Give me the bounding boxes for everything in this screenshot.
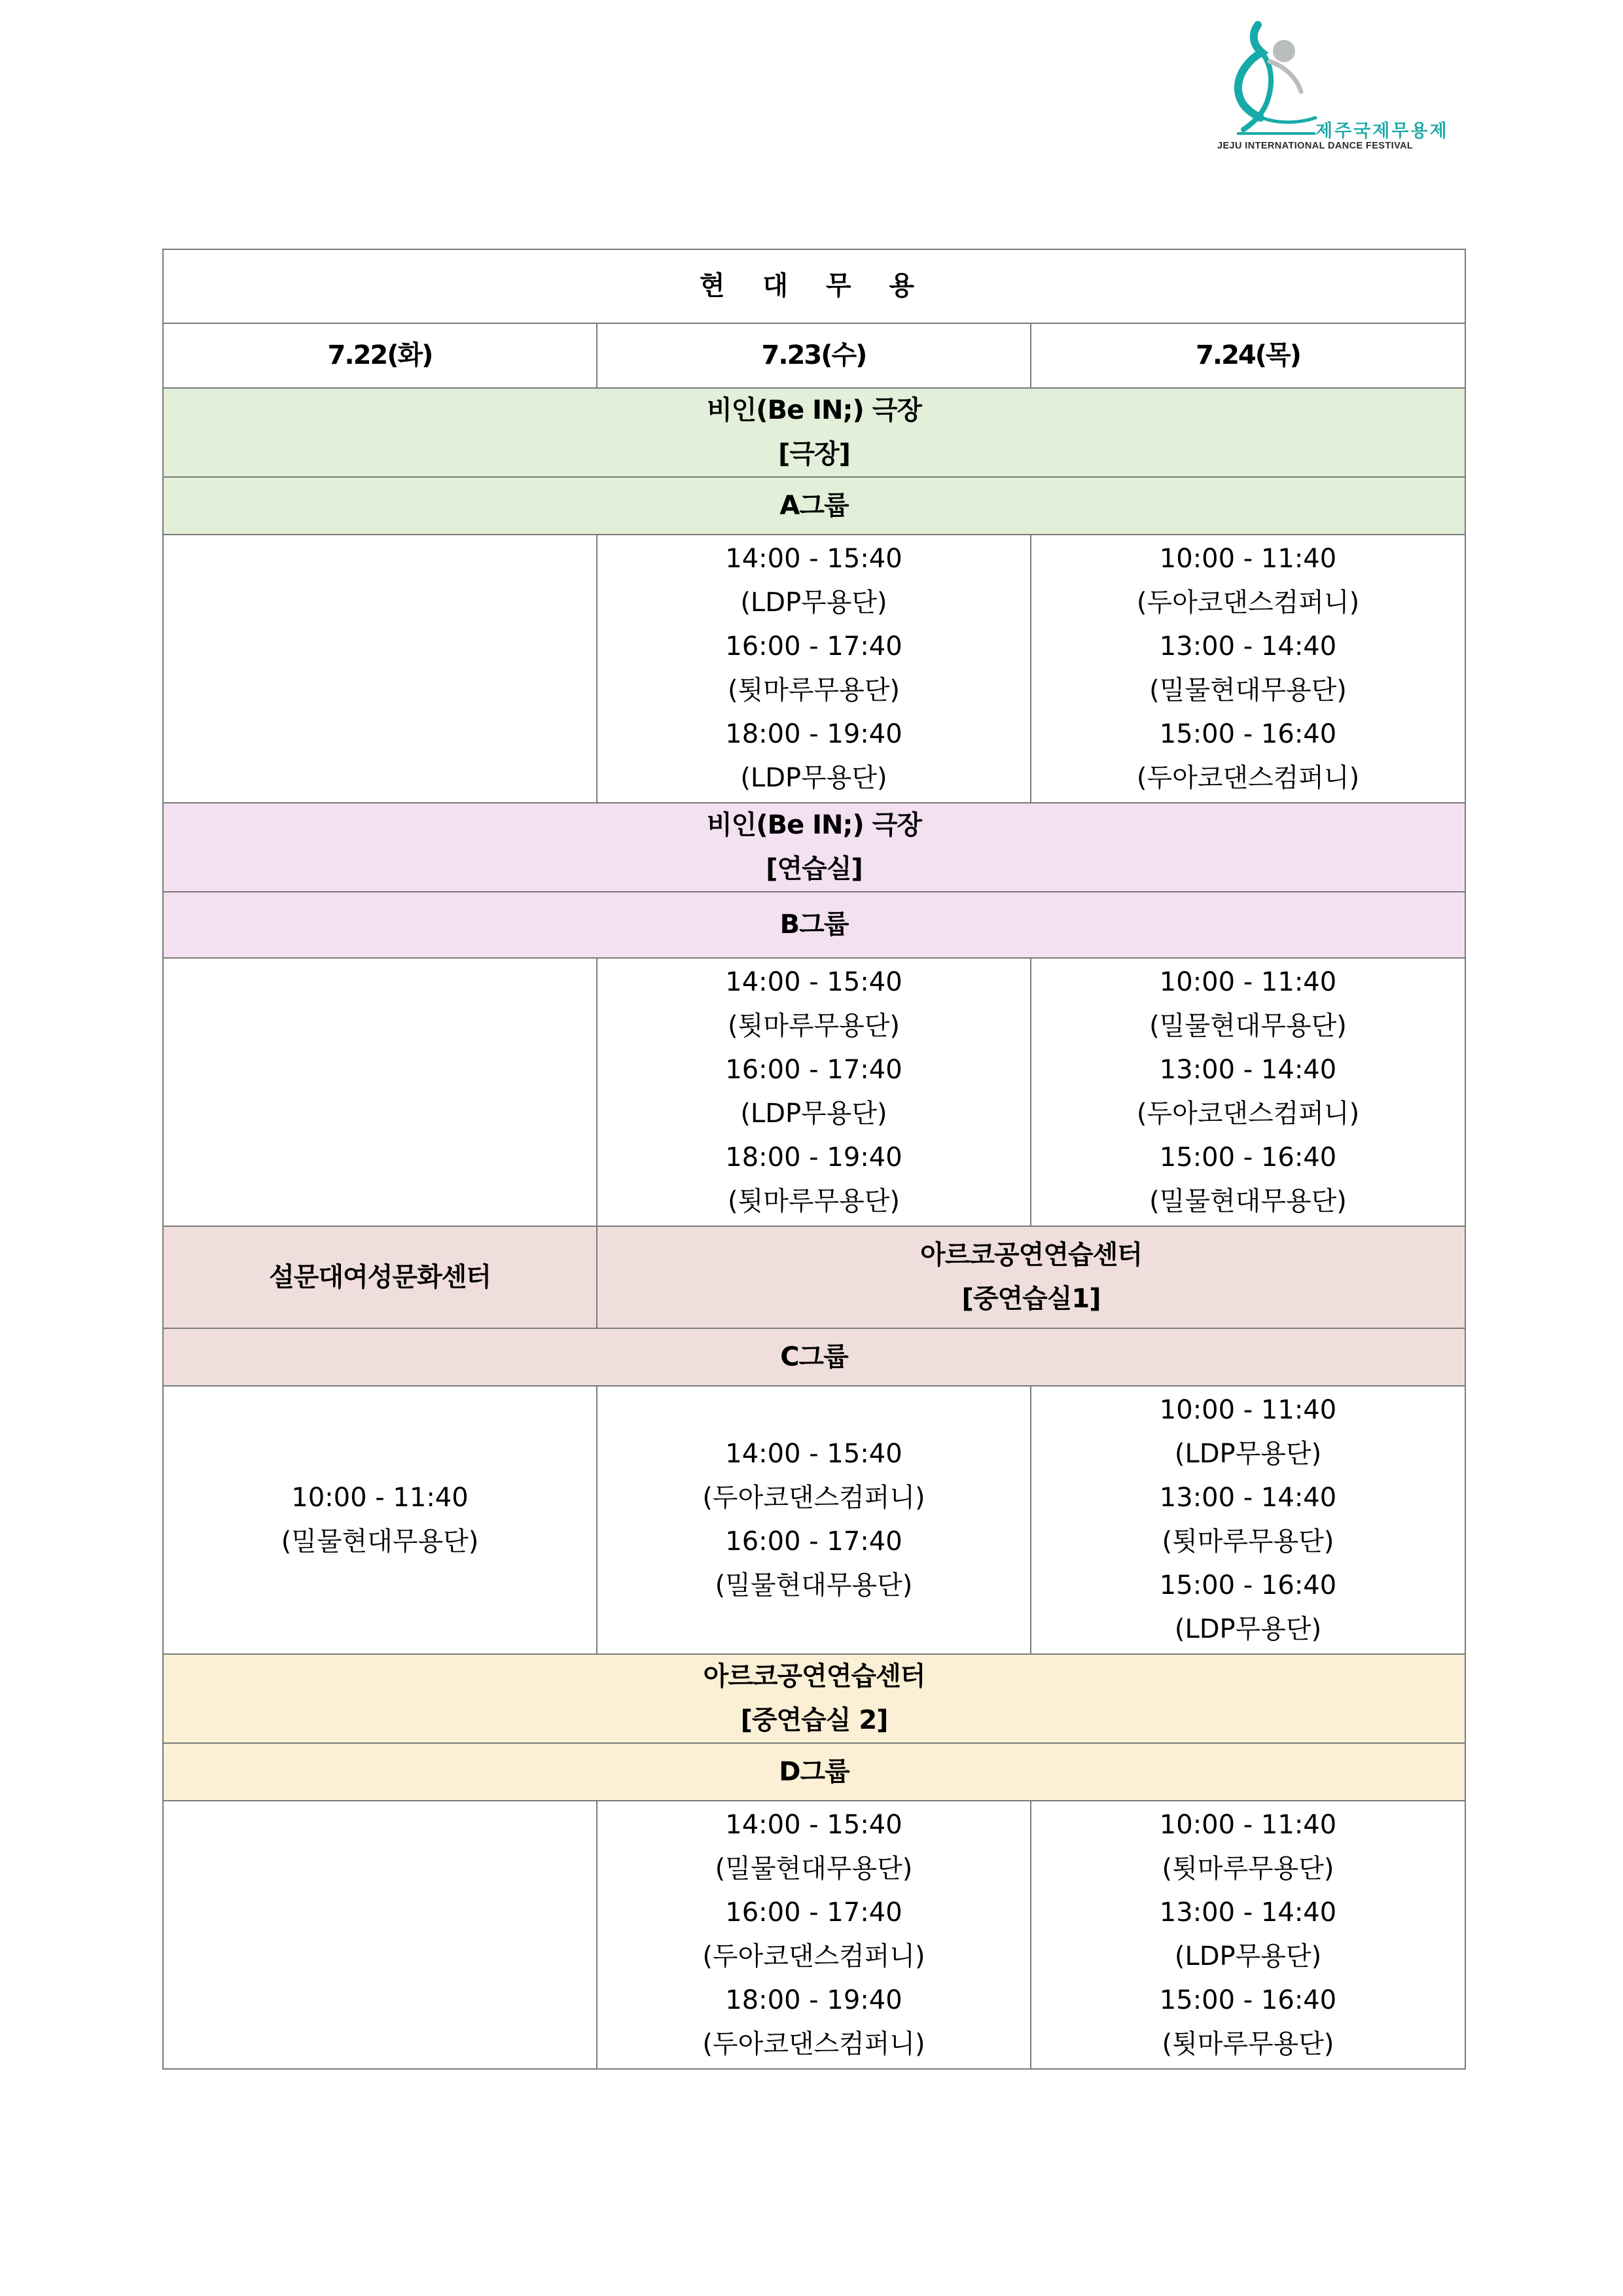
slot-cell-day1 [163, 535, 597, 803]
date-header: 7.23(수) [597, 323, 1031, 388]
date-header: 7.24(목) [1031, 323, 1465, 388]
slot-time: 15:00 - 16:40 [1159, 1142, 1337, 1173]
slot-cell-day3 [1031, 1801, 1465, 2069]
slot-company: (두아코댄스컴퍼니) [702, 2029, 925, 2059]
slot-cell-day2 [597, 958, 1031, 1226]
slot-time: 15:00 - 16:40 [1159, 1985, 1337, 2015]
slot-company: (밀물현대무용단) [281, 1527, 479, 1557]
slot-company: (밀물현대무용단) [715, 1854, 913, 1884]
group-label: B그룹 [163, 892, 1465, 958]
slot-company: (두아코댄스컴퍼니) [1136, 588, 1360, 618]
venue-header [163, 388, 1465, 477]
slot-cell-day1 [163, 1801, 597, 2069]
slot-cell-day2 [597, 1801, 1031, 2069]
room-name: [중연습실1] [961, 1284, 1101, 1314]
slot-time: 10:00 - 11:40 [1159, 967, 1337, 997]
group-label: D그룹 [163, 1743, 1465, 1801]
group-row [163, 477, 1465, 535]
slot-company: (툇마루무용단) [727, 1011, 901, 1041]
group-row [163, 1743, 1465, 1801]
slot-company: (LDP무용단) [740, 1099, 887, 1129]
venue-row [163, 1654, 1465, 1743]
slot-company: (툇마루무용단) [1162, 1854, 1334, 1884]
slot-cell-day3 [1031, 535, 1465, 803]
room-name: [연습실] [766, 854, 863, 884]
slot-company: (툇마루무용단) [1162, 2029, 1334, 2059]
venue-header [163, 1654, 1465, 1743]
group-label: A그룹 [163, 477, 1465, 535]
slot-time: 14:00 - 15:40 [725, 1810, 902, 1840]
slot-time: 16:00 - 17:40 [725, 1055, 902, 1085]
slot-time: 15:00 - 16:40 [1159, 719, 1337, 749]
slot-time: 16:00 - 17:40 [725, 1898, 902, 1928]
slot-company: (밀물현대무용단) [1149, 1186, 1347, 1216]
slot-time: 14:00 - 15:40 [725, 544, 902, 574]
slot-time: 10:00 - 11:40 [291, 1483, 469, 1513]
slot-cell-day3 [1031, 958, 1465, 1226]
slot-time: 18:00 - 19:40 [725, 1142, 902, 1173]
slot-time: 10:00 - 11:40 [1159, 1395, 1337, 1425]
slot-company: (두아코댄스컴퍼니) [702, 1483, 925, 1513]
slot-company: (툇마루무용단) [727, 1186, 901, 1216]
group-row [163, 892, 1465, 958]
slots-row [163, 1801, 1465, 2069]
slot-time: 18:00 - 19:40 [725, 1985, 902, 2015]
festival-logo [1217, 20, 1479, 157]
slot-company: (LDP무용단) [740, 588, 887, 618]
slot-company: (밀물현대무용단) [1149, 675, 1347, 705]
slot-company: (LDP무용단) [1174, 1439, 1322, 1469]
slot-time: 13:00 - 14:40 [1159, 631, 1337, 662]
title-row [163, 249, 1465, 323]
date-header: 7.22(화) [163, 323, 597, 388]
venue-header [163, 803, 1465, 892]
slot-time: 16:00 - 17:40 [725, 631, 902, 662]
slot-company: (밀물현대무용단) [715, 1570, 913, 1600]
date-header-row [163, 323, 1465, 388]
dancer-logo-icon [1224, 20, 1322, 137]
slot-time: 10:00 - 11:40 [1159, 544, 1337, 574]
slot-company: (LDP무용단) [1174, 1941, 1322, 1971]
slot-company: (두아코댄스컴퍼니) [1136, 1099, 1360, 1129]
slots-row [163, 535, 1465, 803]
venue-row [163, 388, 1465, 477]
slot-time: 13:00 - 14:40 [1159, 1483, 1337, 1513]
slot-time: 18:00 - 19:40 [725, 719, 902, 749]
slot-time: 10:00 - 11:40 [1159, 1810, 1337, 1840]
slot-company: (밀물현대무용단) [1149, 1011, 1347, 1041]
slot-cell-day2 [597, 535, 1031, 803]
slot-company: (툇마루무용단) [1162, 1527, 1334, 1557]
slot-time: 14:00 - 15:40 [725, 1439, 902, 1469]
group-row [163, 1328, 1465, 1386]
slots-row [163, 958, 1465, 1226]
venue-name: 아르코공연연습센터 [703, 1661, 925, 1691]
slot-cell-day2 [597, 1386, 1031, 1654]
venue-row [163, 1226, 1465, 1328]
slot-company: (LDP무용단) [740, 763, 887, 793]
slot-cell-day1 [163, 1386, 597, 1654]
table-title: 현 대 무 용 [163, 249, 1465, 323]
logo-title-en: JEJU INTERNATIONAL DANCE FESTIVAL [1217, 141, 1414, 151]
room-name: [극장] [778, 439, 850, 469]
room-name: [중연습실 2] [740, 1705, 888, 1735]
slot-time: 13:00 - 14:40 [1159, 1055, 1337, 1085]
slot-cell-day1 [163, 958, 597, 1226]
slot-company: (두아코댄스컴퍼니) [702, 1941, 925, 1971]
venue-header-day1: 설문대여성문화센터 [163, 1226, 597, 1328]
slot-time: 16:00 - 17:40 [725, 1527, 902, 1557]
schedule-table [162, 249, 1466, 2070]
slots-row [163, 1386, 1465, 1654]
slot-time: 13:00 - 14:40 [1159, 1898, 1337, 1928]
logo-title-ko: 제주국제무용제 [1315, 121, 1449, 141]
slot-cell-day3 [1031, 1386, 1465, 1654]
slot-time: 14:00 - 15:40 [725, 967, 902, 997]
venue-header [597, 1226, 1465, 1328]
group-label: C그룹 [163, 1328, 1465, 1386]
venue-name: 아르코공연연습센터 [920, 1240, 1142, 1270]
venue-name: 비인(Be IN;) 극장 [707, 810, 921, 840]
slot-company: (두아코댄스컴퍼니) [1136, 763, 1360, 793]
slot-company: (LDP무용단) [1174, 1614, 1322, 1644]
slot-time: 15:00 - 16:40 [1159, 1570, 1337, 1600]
slot-company: (툇마루무용단) [727, 675, 901, 705]
venue-row [163, 803, 1465, 892]
venue-name: 비인(Be IN;) 극장 [707, 395, 921, 425]
